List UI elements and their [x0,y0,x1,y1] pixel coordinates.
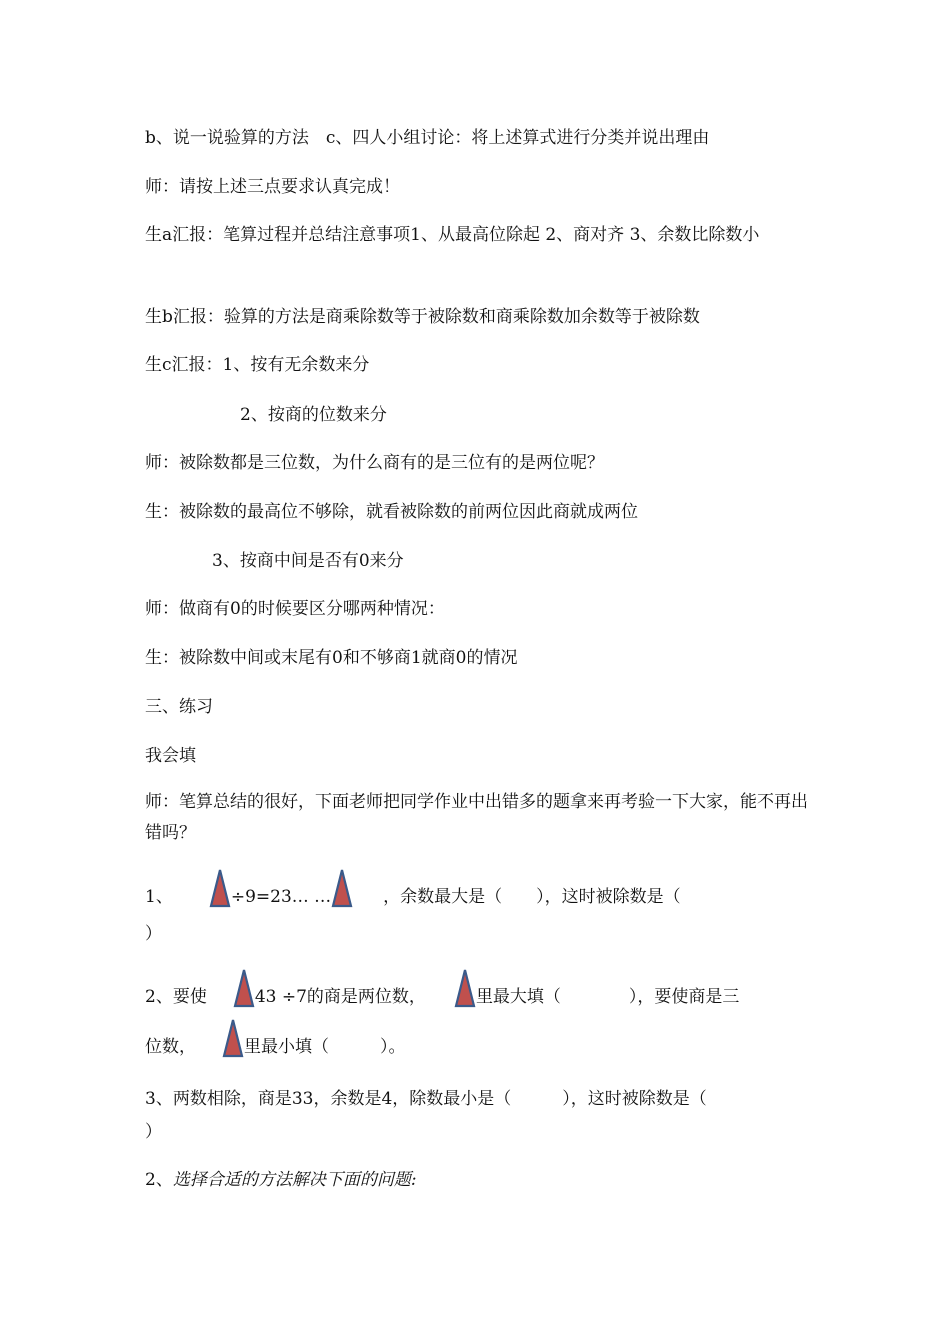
subheading-fill-in: 我会填 [145,746,196,766]
question-1-prompt: ，余数最大是（ ），这时被除数是（ [383,887,681,907]
line-method-discussion: b、说一说验算的方法 c、四人小组讨论：将上述算式进行分类并说出理由 [145,128,710,148]
section-2-number: 2、 [145,1170,173,1190]
question-3-close-paren: ） [145,1122,162,1142]
triangle-icon [209,868,231,908]
question-1 [145,868,815,912]
question-2-expression: 43 ÷7的商是两位数， [254,987,426,1007]
question-2-min-prompt: 里最小填（ ）。 [244,1037,406,1057]
question-1-number: 1、 [145,887,173,907]
triangle-icon [233,968,255,1008]
question-2-max-prompt: 里最大填（ ），要使商是三 [475,987,740,1007]
question-2-start: 2、要使 [145,987,207,1007]
line-student-a-report: 生a汇报：笔算过程并总结注意事项1、从最高位除起 2、商对齐 3、余数比除数小 [145,225,760,245]
line-student-answer: 生：被除数的最高位不够除，就看被除数的前两位因此商就成两位 [145,502,638,522]
line-teacher-intro: 师：笔算总结的很好，下面老师把同学作业中出错多的题拿来再考验一下大家，能不再出错吗？ [145,792,808,843]
line-student-b-report: 生b汇报：验算的方法是商乘除数等于被除数和商乘除数加余数等于被除数 [145,307,700,327]
question-2 [145,968,815,1012]
triangle-icon [222,1018,244,1058]
section-heading-practice: 三、练习 [145,697,213,717]
line-student-zero-answer: 生：被除数中间或末尾有0和不够商1就商0的情况 [145,648,518,668]
line-classify-by-zero: 3、按商中间是否有0来分 [212,551,404,571]
question-2-line2-start: 位数， [145,1037,196,1057]
question-1-expression: ÷9=23… … [230,887,332,907]
question-3: 3、两数相除，商是33，余数是4，除数最小是（ ），这时被除数是（ [145,1089,707,1109]
section-2-heading [145,1168,815,1192]
line-student-c-report: 生c汇报：1、按有无余数来分 [145,355,370,375]
line-teacher-question: 师：被除数都是三位数，为什么商有的是三位有的是两位呢？ [145,453,604,473]
triangle-icon [454,968,476,1008]
triangle-icon [331,868,353,908]
question-2-line-2 [145,1018,815,1062]
section-2-title: 选择合适的方法解决下面的问题: [172,1170,417,1190]
question-1-close-paren: ） [145,924,162,944]
line-classify-by-digits: 2、按商的位数来分 [240,405,387,425]
line-teacher-request: 师：请按上述三点要求认真完成！ [145,177,400,197]
line-teacher-zero-question: 师：做商有0的时候要区分哪两种情况： [145,599,445,619]
